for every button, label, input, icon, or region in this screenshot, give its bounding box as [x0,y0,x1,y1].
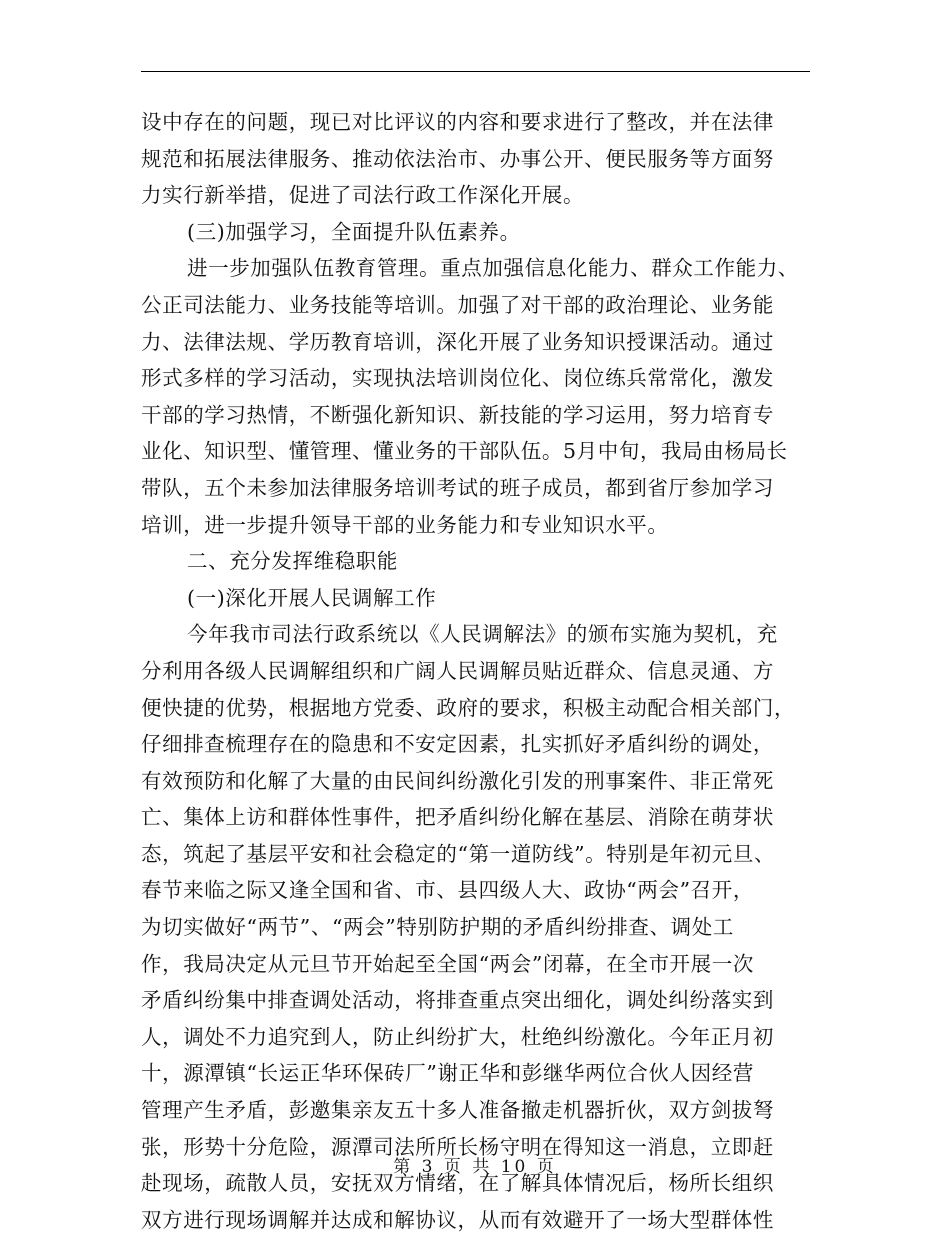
text-line: 二、充分发挥维稳职能 [187,549,398,574]
text-line: 力、法律法规、学历教育培训，深化开展了业务知识授课活动。通过 [141,329,774,354]
text-line: 仔细排查梳理存在的隐患和不安定因素，扎实抓好矛盾纠纷的调处， [141,732,774,757]
text-line: 业化、知识型、懂管理、懂业务的干部队伍。5月中旬，我局由杨局长 [141,439,788,464]
text-line: (三)加强学习，全面提升队伍素养。 [187,219,521,244]
text-line: 有效预防和化解了大量的由民间纠纷激化引发的刑事案件、非正常死 [141,768,774,793]
text-line: 分利用各级人民调解组织和广阔人民调解员贴近群众、信息灵通、方 [141,658,774,683]
text-line: 春节来临之际又逢全国和省、市、县四级人大、政协“两会”召开， [141,878,754,903]
text-line: 矛盾纠纷集中排查调处活动，将排查重点突出细化，调处纠纷落实到 [141,988,774,1013]
text-line: 规范和拓展法律服务、推动依法治市、办事公开、便民服务等方面努 [141,146,774,171]
page-number: 第 3 页 共 10 页 [393,1157,557,1177]
document-body [141,104,821,1238]
text-line: 赴现场，疏散人员，安抚双方情绪，在了解具体情况后，杨所长组织 [141,1171,774,1196]
text-line: 十，源潭镇“长运正华环保砖厂”谢正华和彭继华两位合伙人因经营 [141,1061,754,1086]
text-line: 力实行新举措，促进了司法行政工作深化开展。 [141,183,585,208]
text-line: 便快捷的优势，根据地方党委、政府的要求，积极主动配合相关部门， [141,695,796,720]
text-line: 带队，五个未参加法律服务培训考试的班子成员，都到省厅参加学习 [141,475,774,500]
text-line: 设中存在的问题，现已对比评议的内容和要求进行了整改，并在法律 [141,110,774,134]
header-rule [141,71,810,72]
text-line: 双方进行现场调解并达成和解协议，从而有效避开了一场大型群体性 [141,1207,774,1232]
text-line: 亡、集体上访和群体性事件，把矛盾纠纷化解在基层、消除在萌芽状 [141,805,774,830]
text-line: 管理产生矛盾，彭邀集亲友五十多人准备撤走机器折伙，双方剑拔弩 [141,1098,774,1123]
text-line: 干部的学习热情，不断强化新知识、新技能的学习运用，努力培育专 [141,402,774,427]
text-line: 态，筑起了基层平安和社会稳定的“第一道防线”。特别是年初元旦、 [141,841,776,866]
text-line: 进一步加强队伍教育管理。重点加强信息化能力、群众工作能力、 [187,256,799,281]
text-line: 人，调处不力追究到人，防止纠纷扩大，杜绝纠纷激化。今年正月初 [141,1024,774,1049]
text-line: 作，我局决定从元旦节开始起至全国“两会”闭幕，在全市开展一次 [141,951,754,976]
text-line: 培训，进一步提升领导干部的业务能力和专业知识水平。 [141,512,669,537]
text-line: 张，形势十分危险，源潭司法所所长杨守明在得知这一消息，立即赶 [141,1134,774,1159]
text-line: 形式多样的学习活动，实现执法培训岗位化、岗位练兵常常化，激发 [141,366,774,391]
text-line: 为切实做好“两节”、“两会”特别防护期的矛盾纠纷排查、调处工 [141,915,734,940]
text-line: (一)深化开展人民调解工作 [187,585,437,610]
text-line: 今年我市司法行政系统以《人民调解法》的颁布实施为契机，充 [187,622,778,647]
text-line: 公正司法能力、业务技能等培训。加强了对干部的政治理论、业务能 [141,292,774,317]
